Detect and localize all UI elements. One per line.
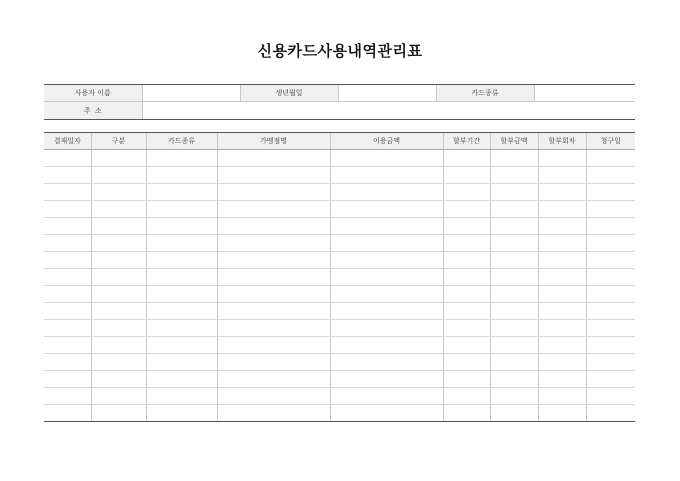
table-cell[interactable] — [91, 201, 146, 218]
table-cell[interactable] — [490, 371, 538, 388]
table-cell[interactable] — [586, 167, 635, 184]
table-cell[interactable] — [146, 252, 217, 269]
col-header-installment-amount: 할부금액 — [490, 133, 538, 150]
table-cell[interactable] — [586, 201, 635, 218]
table-cell[interactable] — [586, 150, 635, 167]
col-header-amount: 이용금액 — [330, 133, 443, 150]
table-header-row — [44, 133, 635, 150]
table-cell[interactable] — [443, 405, 490, 422]
table-cell[interactable] — [91, 320, 146, 337]
table-row — [44, 303, 635, 320]
table-cell[interactable] — [146, 405, 217, 422]
table-row — [44, 388, 635, 405]
table-cell[interactable] — [443, 320, 490, 337]
table-cell[interactable] — [443, 252, 490, 269]
table-cell[interactable] — [490, 303, 538, 320]
table-row — [44, 354, 635, 371]
table-cell[interactable] — [217, 218, 330, 235]
table-cell[interactable] — [586, 269, 635, 286]
table-cell[interactable] — [490, 337, 538, 354]
table-cell[interactable] — [330, 150, 443, 167]
table-cell[interactable] — [91, 150, 146, 167]
usage-table — [44, 132, 635, 422]
table-cell[interactable] — [91, 184, 146, 201]
user-info-row — [44, 85, 635, 102]
table-cell[interactable] — [490, 184, 538, 201]
table-cell[interactable] — [146, 388, 217, 405]
table-cell[interactable] — [330, 201, 443, 218]
col-header-category: 구분 — [91, 133, 146, 150]
col-header-installment-count: 할부회차 — [538, 133, 586, 150]
table-row — [44, 286, 635, 303]
table-cell[interactable] — [490, 405, 538, 422]
table-cell[interactable] — [443, 371, 490, 388]
table-cell[interactable] — [91, 218, 146, 235]
table-cell[interactable] — [443, 354, 490, 371]
col-header-merchant: 가맹점명 — [217, 133, 330, 150]
card-type-field[interactable] — [534, 85, 635, 102]
table-cell[interactable] — [586, 337, 635, 354]
address-field[interactable] — [142, 102, 635, 120]
table-cell[interactable] — [330, 167, 443, 184]
table-cell[interactable] — [44, 235, 91, 252]
table-cell[interactable] — [146, 218, 217, 235]
table-cell[interactable] — [217, 184, 330, 201]
user-name-label: 사용자 이름 — [44, 85, 142, 102]
table-cell[interactable] — [538, 235, 586, 252]
table-cell[interactable] — [586, 320, 635, 337]
table-row — [44, 252, 635, 269]
table-cell[interactable] — [538, 388, 586, 405]
table-cell[interactable] — [490, 354, 538, 371]
table-cell[interactable] — [538, 252, 586, 269]
col-header-installment-period: 할부기간 — [443, 133, 490, 150]
col-header-billing-date: 청구일 — [586, 133, 635, 150]
table-cell[interactable] — [330, 320, 443, 337]
table-cell[interactable] — [490, 286, 538, 303]
table-cell[interactable] — [146, 235, 217, 252]
col-header-payment-date: 결재일자 — [44, 133, 91, 150]
table-cell[interactable] — [146, 201, 217, 218]
table-cell[interactable] — [330, 252, 443, 269]
table-row — [44, 150, 635, 167]
table-cell[interactable] — [44, 167, 91, 184]
table-row — [44, 405, 635, 422]
table-cell[interactable] — [91, 405, 146, 422]
table-cell[interactable] — [586, 354, 635, 371]
table-cell[interactable] — [586, 235, 635, 252]
table-cell[interactable] — [217, 303, 330, 320]
table-cell[interactable] — [146, 354, 217, 371]
table-cell[interactable] — [586, 405, 635, 422]
document-title: 신용카드사용내역관리표 — [257, 42, 423, 60]
table-cell[interactable] — [538, 201, 586, 218]
table-cell[interactable] — [586, 184, 635, 201]
table-cell[interactable] — [91, 371, 146, 388]
table-cell[interactable] — [330, 405, 443, 422]
table-cell[interactable] — [44, 184, 91, 201]
table-cell[interactable] — [538, 150, 586, 167]
user-name-field[interactable] — [142, 85, 240, 102]
table-cell[interactable] — [443, 235, 490, 252]
table-cell[interactable] — [91, 252, 146, 269]
table-cell[interactable] — [44, 150, 91, 167]
table-cell[interactable] — [538, 371, 586, 388]
table-row — [44, 235, 635, 252]
table-cell[interactable] — [538, 337, 586, 354]
table-cell[interactable] — [443, 388, 490, 405]
table-cell[interactable] — [330, 354, 443, 371]
table-cell[interactable] — [217, 286, 330, 303]
table-cell[interactable] — [538, 218, 586, 235]
table-cell[interactable] — [538, 167, 586, 184]
table-cell[interactable] — [44, 337, 91, 354]
table-cell[interactable] — [586, 218, 635, 235]
table-cell[interactable] — [490, 320, 538, 337]
table-cell[interactable] — [490, 269, 538, 286]
table-cell[interactable] — [217, 405, 330, 422]
table-cell[interactable] — [91, 235, 146, 252]
table-row — [44, 337, 635, 354]
table-cell[interactable] — [146, 184, 217, 201]
table-cell[interactable] — [44, 269, 91, 286]
table-cell[interactable] — [330, 269, 443, 286]
table-cell[interactable] — [91, 354, 146, 371]
table-cell[interactable] — [146, 371, 217, 388]
table-cell[interactable] — [586, 286, 635, 303]
table-row — [44, 167, 635, 184]
table-cell[interactable] — [217, 167, 330, 184]
table-cell[interactable] — [538, 303, 586, 320]
table-cell[interactable] — [490, 388, 538, 405]
table-cell[interactable] — [330, 388, 443, 405]
table-cell[interactable] — [217, 354, 330, 371]
table-cell[interactable] — [146, 286, 217, 303]
table-cell[interactable] — [217, 371, 330, 388]
address-row — [44, 102, 635, 120]
table-cell[interactable] — [443, 303, 490, 320]
table-cell[interactable] — [330, 218, 443, 235]
table-cell[interactable] — [217, 252, 330, 269]
table-cell[interactable] — [217, 337, 330, 354]
user-info-table — [44, 84, 635, 120]
table-cell[interactable] — [330, 184, 443, 201]
table-cell[interactable] — [217, 388, 330, 405]
table-cell[interactable] — [490, 167, 538, 184]
table-cell[interactable] — [146, 303, 217, 320]
table-cell[interactable] — [217, 150, 330, 167]
table-cell[interactable] — [538, 405, 586, 422]
table-cell[interactable] — [330, 303, 443, 320]
table-cell[interactable] — [443, 184, 490, 201]
table-row — [44, 269, 635, 286]
table-cell[interactable] — [146, 150, 217, 167]
table-cell[interactable] — [44, 218, 91, 235]
table-cell[interactable] — [538, 286, 586, 303]
table-cell[interactable] — [490, 150, 538, 167]
table-cell[interactable] — [44, 252, 91, 269]
table-cell[interactable] — [330, 337, 443, 354]
table-cell[interactable] — [538, 269, 586, 286]
table-cell[interactable] — [217, 201, 330, 218]
table-row — [44, 320, 635, 337]
table-cell[interactable] — [586, 371, 635, 388]
table-cell[interactable] — [146, 269, 217, 286]
col-header-card-type: 카드종류 — [146, 133, 217, 150]
table-cell[interactable] — [91, 337, 146, 354]
table-cell[interactable] — [44, 286, 91, 303]
table-cell[interactable] — [217, 320, 330, 337]
table-cell[interactable] — [443, 150, 490, 167]
table-row — [44, 371, 635, 388]
table-row — [44, 184, 635, 201]
table-cell[interactable] — [443, 337, 490, 354]
table-row — [44, 201, 635, 218]
table-cell[interactable] — [146, 320, 217, 337]
table-row — [44, 218, 635, 235]
table-cell[interactable] — [146, 167, 217, 184]
table-cell[interactable] — [538, 354, 586, 371]
table-cell[interactable] — [443, 218, 490, 235]
table-cell[interactable] — [217, 269, 330, 286]
table-cell[interactable] — [538, 320, 586, 337]
table-cell[interactable] — [443, 286, 490, 303]
table-cell[interactable] — [586, 252, 635, 269]
birth-date-field[interactable] — [338, 85, 436, 102]
table-cell[interactable] — [586, 388, 635, 405]
address-label: 주 소 — [44, 102, 142, 120]
card-type-label: 카드종류 — [436, 85, 534, 102]
table-cell[interactable] — [538, 184, 586, 201]
table-cell[interactable] — [91, 388, 146, 405]
table-cell[interactable] — [44, 371, 91, 388]
table-cell[interactable] — [146, 337, 217, 354]
table-cell[interactable] — [443, 201, 490, 218]
table-cell[interactable] — [443, 167, 490, 184]
table-cell[interactable] — [443, 269, 490, 286]
table-cell[interactable] — [91, 167, 146, 184]
table-cell[interactable] — [44, 303, 91, 320]
table-cell[interactable] — [44, 388, 91, 405]
table-cell[interactable] — [91, 303, 146, 320]
table-cell[interactable] — [330, 235, 443, 252]
table-cell[interactable] — [44, 320, 91, 337]
table-cell[interactable] — [91, 269, 146, 286]
table-cell[interactable] — [44, 405, 91, 422]
birth-date-label: 생년월일 — [240, 85, 338, 102]
table-cell[interactable] — [586, 303, 635, 320]
table-cell[interactable] — [91, 286, 146, 303]
table-cell[interactable] — [490, 201, 538, 218]
table-cell[interactable] — [490, 235, 538, 252]
table-cell[interactable] — [490, 218, 538, 235]
table-cell[interactable] — [44, 354, 91, 371]
table-cell[interactable] — [217, 235, 330, 252]
table-cell[interactable] — [44, 201, 91, 218]
table-cell[interactable] — [330, 371, 443, 388]
table-cell[interactable] — [330, 286, 443, 303]
table-cell[interactable] — [490, 252, 538, 269]
